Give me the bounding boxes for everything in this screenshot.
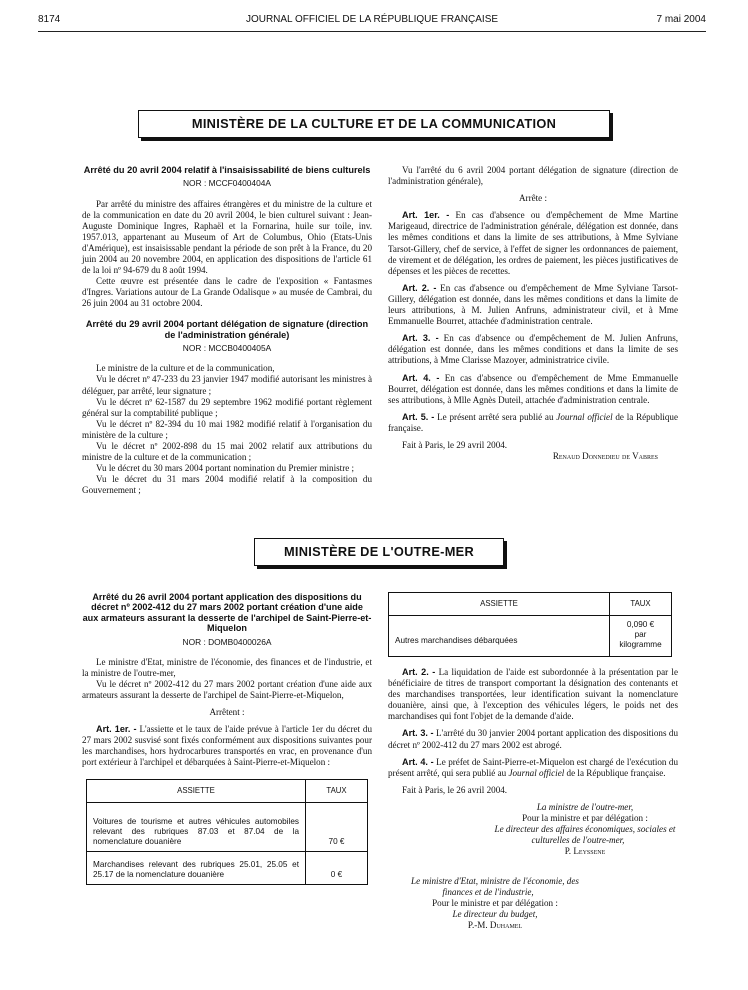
arrete2-visa: Vu le décret nº 2002-898 du 15 mai 2002 relatif aux attributions du ministre de la culture et de la communication ;: [82, 441, 372, 463]
table-cell-taux-value: 0,090 €: [626, 620, 655, 629]
arrete2-fait: Fait à Paris, le 29 avril 2004.: [402, 439, 508, 450]
sig2-line: Le directeur du budget,: [452, 909, 538, 920]
sig1-line: La ministre de l'outre-mer,: [536, 801, 634, 812]
table-cell-taux-unit: par kilogramme: [619, 630, 662, 649]
ministry-culture-banner: [138, 110, 610, 138]
arrete2-nor: NOR : MCCB0400405A: [182, 343, 272, 354]
table-header-row: [87, 779, 368, 802]
page-header: [38, 14, 706, 28]
aid-rate-table-1: [86, 779, 368, 885]
arrete1-paragraph-2: Cette œuvre est présentée dans le cadre de l'exposition « Fantasmes d'Ingres. Variations autour de La Grande Odalisque » au musée de Cambrai, du 26 juin 2004 au 31 octobre 2004.: [82, 276, 372, 309]
arrete3-arretent: Arrêtent :: [209, 707, 245, 718]
table-cell-taux: 0 €: [306, 851, 368, 884]
table-cell-taux: 70 €: [306, 802, 368, 851]
header-rule: [38, 31, 706, 32]
outremer-left-column: [82, 592, 372, 885]
arrete2-visa: Vu le décret nº 47-233 du 23 janvier 1947 modifié autorisant les ministres à déléguer, par arrêté, leur signature ;: [82, 374, 372, 396]
arrete1-title: Arrêté du 20 avril 2004 relatif à l'insaisissabilité de biens culturels: [83, 165, 371, 175]
arrete2-visa: Vu le décret du 31 mars 2004 modifié relatif à la composition du Gouvernement ;: [82, 474, 372, 496]
arrete2-signature: Renaud Donnedieu de Vabres: [552, 451, 658, 462]
arrete2-visa: Vu le décret du 30 mars 2004 portant nomination du Premier ministre ;: [96, 463, 355, 474]
culture-left-column: [82, 165, 372, 496]
journal-title: JOURNAL OFFICIEL DE LA RÉPUBLIQUE FRANÇAISE: [245, 14, 499, 25]
arrete3-article-4: Art. 4. - Le préfet de Saint-Pierre-et-Miquelon est chargé de l'exécution du présent arrêté, qui sera publié au Journal officiel de la République française.: [388, 756, 679, 778]
arrete3-article-1: Art. 1er. - L'assiette et le taux de l'aide prévue à l'article 1er du décret du 27 mars 2002 susvisé sont fixés conformément aux dispositions suivantes pour les marchandises, hors hydrocarbures transportés en vrac, en provenance d'un port extérieur à l'archipel et débarquées à Saint-Pierre-et-Miquelon :: [82, 724, 373, 768]
arrete2-visa: Vu le décret nº 82-394 du 10 mai 1982 modifié relatif à l'organisation du ministère de la culture ;: [82, 418, 372, 440]
arrete3-signature-block-1: [478, 802, 678, 857]
arrete2-article-2: Art. 2. - En cas d'absence ou d'empêchement de Mme Sylviane Tarsot-Gillery, délégation est donnée, dans les mêmes conditions et dans la limite de leurs attributions, à M. Julien Anfruns, administrateur civil, et à Mme Emmanuelle Bourret, attachée d'administration centrale.: [388, 282, 679, 327]
table-cell-assiette: Voitures de tourisme et autres véhicules automobiles relevant des rubriques 87.03 et 87.04 de la nomenclature douanière: [87, 802, 306, 851]
ministry-culture-title: MINISTÈRE DE LA CULTURE ET DE LA COMMUNICATION: [191, 116, 557, 131]
arrete3-fait: Fait à Paris, le 26 avril 2004.: [402, 784, 508, 795]
arrete2-arrete-label: Arrête :: [518, 193, 548, 204]
table-header-row: [389, 593, 672, 616]
table-cell-assiette: Autres marchandises débarquées: [389, 616, 610, 657]
page-number: 8174: [38, 14, 61, 25]
arrete3-title: Arrêté du 26 avril 2004 portant application des dispositions du décret nº 2002-412 du 27 mars 2002 portant création d'une aide aux armateurs assurant la desserte de l'archipel de Saint-Pierre-et-Miquelon: [82, 592, 372, 634]
table-row: [389, 616, 672, 657]
table-header-taux: TAUX: [306, 779, 368, 802]
table-header-taux: TAUX: [610, 593, 672, 616]
arrete2-article-5: Art. 5. - Le présent arrêté sera publié au Journal officiel de la République française.: [388, 411, 679, 433]
arrete2-title: Arrêté du 29 avril 2004 portant délégation de signature (direction de l'administration générale): [85, 319, 369, 340]
arrete3-paragraph-2: Vu le décret nº 2002-412 du 27 mars 2002 portant création d'une aide aux armateurs assurant la desserte de l'archipel de Saint-Pierre-et-Miquelon,: [82, 678, 372, 700]
table-row: [87, 851, 368, 884]
sig2-line: Le ministre d'Etat, ministre de l'économie, des finances et de l'industrie,: [411, 876, 579, 898]
arrete1-nor: NOR : MCCF0400404A: [183, 178, 271, 189]
table-row: [87, 802, 368, 851]
sig1-name: P. Leyssene: [564, 846, 606, 857]
arrete1-paragraph-1: Par arrêté du ministre des affaires étrangères et du ministre de la culture et de la communication en date du 20 avril 2004, le bien culturel suivant : Jean-Auguste Dominique Ingres, Raphaël et la Fornarina, huile sur toile, inv. 1957.013, appartenant au Museum of Art de Columbus, Ohio (Etats-Unis d'Amérique), est insaisissable pendant la période de son prêt à la France, du 20 juin 2004 au 20 novembre 2004, en application des dispositions de l'article 61 de la loi nº 94-679 du 8 août 1994.: [82, 198, 372, 276]
arrete2-visa: Vu l'arrêté du 6 avril 2004 portant délégation de signature (direction de l'administration générale),: [388, 165, 678, 187]
arrete2-visa: Vu le décret nº 62-1587 du 29 septembre 1962 modifié portant règlement général sur la comptabilité publique ;: [82, 396, 372, 418]
table-cell-assiette: Marchandises relevant des rubriques 25.01, 25.05 et 25.17 de la nomenclature douanière: [87, 851, 306, 884]
issue-date: 7 mai 2004: [656, 14, 706, 25]
arrete2-visa: Le ministre de la culture et de la communication,: [96, 363, 275, 374]
sig2-line: Pour le ministre et par délégation :: [432, 898, 558, 909]
arrete3-signature-block-2: [388, 876, 588, 931]
arrete2-article-4: Art. 4. - En cas d'absence ou d'empêchement de Mme Emmanuelle Bourret, délégation est donnée, dans les mêmes conditions et dans la limite de ses attributions, à Mlle Agnès Duteil, attachée d'administration centrale.: [388, 372, 679, 405]
aid-rate-table-2: [388, 592, 672, 657]
outremer-right-column: [388, 592, 678, 857]
ministry-outremer-banner: [254, 538, 504, 566]
table-header-assiette: ASSIETTE: [87, 779, 306, 802]
sig2-name: P.-M. Duhamel: [467, 920, 523, 931]
arrete3-article-3: Art. 3. - L'arrêté du 30 janvier 2004 portant application des dispositions du décret nº 2002-412 du 27 mars 2002 est abrogé.: [388, 728, 678, 750]
ministry-outremer-title: MINISTÈRE DE L'OUTRE-MER: [283, 544, 475, 559]
arrete3-nor: NOR : DOMB0400026A: [182, 636, 272, 647]
arrete2-article-1: Art. 1er. - En cas d'absence ou d'empêchement de Mme Martine Marigeaud, directrice de l'administration générale, délégation est donnée, dans les mêmes conditions et dans la limite de ses attributions, à Mme Sylviane Tarsot-Gillery, chef de service, à l'effet de signer les ordonnances de paiement, de virement et de délégation, les ordres de paiement, les pièces justificatives de dépenses et les pièces de recettes.: [388, 210, 678, 276]
arrete2-article-3: Art. 3. - En cas d'absence ou d'empêchement de M. Julien Anfruns, délégation est donnée, dans les mêmes conditions et dans la limite de ses attributions, à Mme Clarisse Mazoyer, administratrice civile.: [388, 333, 679, 366]
sig1-line: Pour la ministre et par délégation :: [522, 813, 648, 824]
culture-right-column: [388, 165, 678, 462]
sig1-line: Le directeur des affaires économiques, sociales et culturelles de l'outre-mer,: [494, 824, 676, 846]
arrete3-article-2: Art. 2. - La liquidation de l'aide est subordonnée à la présentation par le bénéficiaire de titres de transport comportant la désignation des contenants et des marchandises transportées, leur identification suivant la nomenclature douanière, ainsi que, à l'exception des véhicules légers, le poids net des marchandises qui font l'objet de la demande d'aide.: [388, 667, 678, 722]
table-header-assiette: ASSIETTE: [389, 593, 610, 616]
table-cell-taux: [610, 616, 672, 657]
arrete3-paragraph-1: Le ministre d'Etat, ministre de l'économie, des finances et de l'industrie, et la ministre de l'outre-mer,: [82, 656, 372, 678]
